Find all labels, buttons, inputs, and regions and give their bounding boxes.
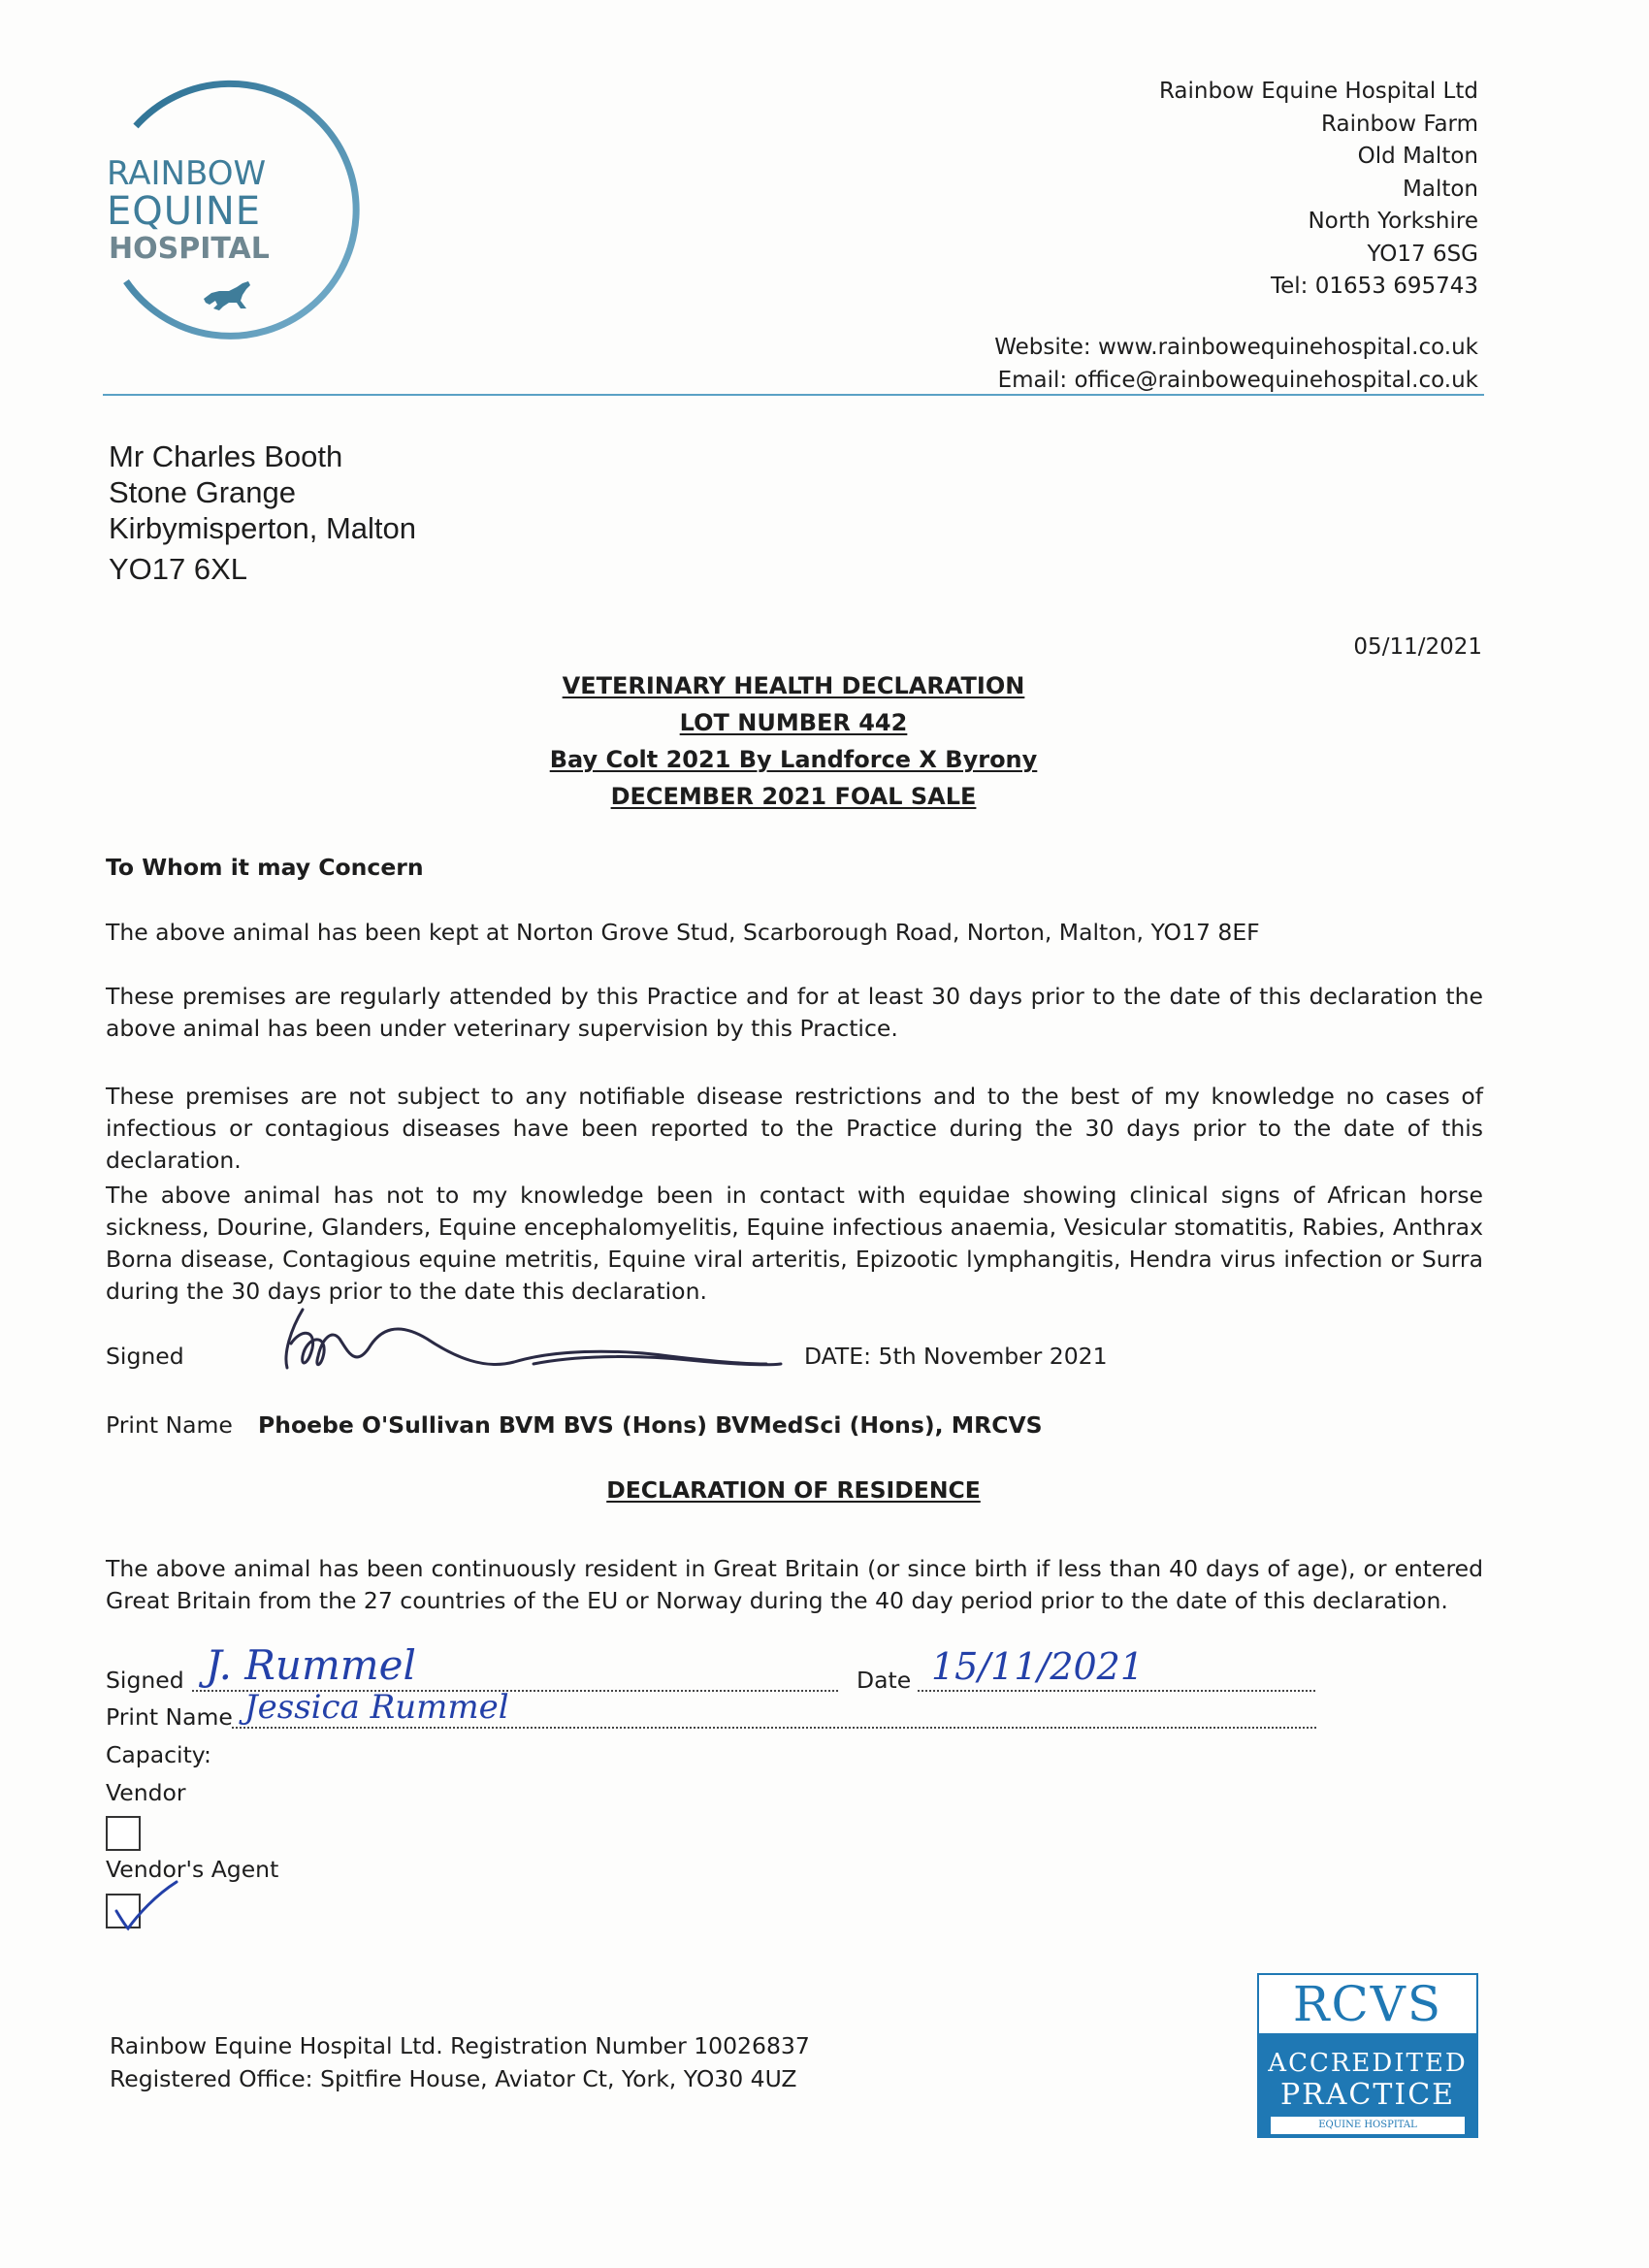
residence-print-name-label: Print Name bbox=[106, 1703, 233, 1731]
paragraph-supervision: These premises are regularly attended by this Practice and for at least 30 days prior to the date of this declaration the above animal has been under veterinary supervision by this Practice. bbox=[106, 983, 1483, 1042]
recipient-line: Kirbymisperton, Malton bbox=[109, 511, 417, 545]
heading-horse: Bay Colt 2021 By Landforce X Byrony bbox=[549, 746, 1038, 773]
capacity-label: Capacity: bbox=[106, 1741, 211, 1768]
logo-text-equine: EQUINE bbox=[107, 189, 262, 234]
address-line: North Yorkshire bbox=[1308, 209, 1478, 234]
print-name-line bbox=[232, 1727, 1316, 1729]
horse-icon bbox=[204, 281, 250, 310]
hospital-logo bbox=[97, 68, 388, 359]
rcvs-accredited: ACCREDITED bbox=[1268, 2049, 1468, 2078]
rcvs-badge bbox=[1257, 1973, 1478, 2138]
vet-print-name-label: Print Name bbox=[106, 1411, 233, 1439]
greeting: To Whom it may Concern bbox=[106, 854, 424, 881]
residence-date-label: Date bbox=[857, 1667, 912, 1694]
heading-title: VETERINARY HEALTH DECLARATION bbox=[562, 672, 1025, 699]
rcvs-equine-hospital: EQUINE HOSPITAL bbox=[1271, 2117, 1465, 2134]
phone-number: Tel: 01653 695743 bbox=[1270, 274, 1478, 299]
logo-text-hospital: HOSPITAL bbox=[109, 232, 270, 266]
paragraph-premises: The above animal has been kept at Norton Grove Stud, Scarborough Road, Norton, Malton, YO17 8EF bbox=[106, 919, 1260, 946]
paragraph-contact: The above animal has not to my knowledge been in contact with equidae showing clinical signs of African horse sickness, Dourine, Glanders, Equine encephalomyelitis, Equine infectious anaemia, Vesicular stomatitis, Rabies, Anthrax Borna disease, Contagious equine metritis, Equine viral arteritis, Epizootic lymphangitis, Hendra virus infection or Surra during the 30 days prior to the date this declaration. bbox=[106, 1182, 1483, 1305]
footer-registration: Rainbow Equine Hospital Ltd. Registration Number 10026837 bbox=[110, 2032, 810, 2059]
residence-date: 15/11/2021 bbox=[931, 1645, 1145, 1688]
residence-signature: J. Rummel bbox=[206, 1641, 416, 1689]
letter-date: 05/11/2021 bbox=[1353, 634, 1482, 660]
residence-signed-label: Signed bbox=[106, 1667, 184, 1694]
logo-text-rainbow: RAINBOW bbox=[107, 154, 267, 193]
footer-office: Registered Office: Spitfire House, Aviator Ct, York, YO30 4UZ bbox=[110, 2065, 797, 2092]
website-link[interactable]: Website: www.rainbowequinehospital.co.uk bbox=[994, 335, 1478, 360]
paragraph-restrictions: These premises are not subject to any notifiable disease restrictions and to the best of my knowledge no cases of infectious or contagious diseases have been reported to the Practice during the 30 days prior to the date of this declaration. bbox=[106, 1083, 1483, 1174]
vendor-agent-label: Vendor's Agent bbox=[106, 1856, 279, 1883]
contact-links bbox=[994, 332, 1478, 397]
residence-text: The above animal has been continuously resident in Great Britain (or since birth if less than 40 days of age), or entered Great Britain from the 27 countries of the EU or Norway during the 40 day period prior to the date of this declaration. bbox=[106, 1555, 1483, 1614]
header-divider bbox=[103, 394, 1484, 396]
address-line: Old Malton bbox=[1357, 144, 1478, 169]
email-link[interactable]: Email: office@rainbowequinehospital.co.uk bbox=[997, 367, 1478, 393]
date-line bbox=[918, 1690, 1315, 1692]
address-line: Rainbow Farm bbox=[1321, 111, 1478, 137]
vendor-checkbox[interactable] bbox=[106, 1816, 141, 1851]
address-line: YO17 6SG bbox=[1367, 241, 1478, 267]
recipient-line: Mr Charles Booth bbox=[109, 439, 343, 473]
vet-signature-date: DATE: 5th November 2021 bbox=[804, 1343, 1108, 1370]
declaration-headings bbox=[0, 667, 1587, 815]
address-line: Malton bbox=[1403, 176, 1478, 202]
hospital-address bbox=[1159, 76, 1478, 304]
vet-signed-label: Signed bbox=[106, 1343, 184, 1370]
rcvs-logo-text: RCVS bbox=[1292, 1976, 1443, 2032]
vendor-label: Vendor bbox=[106, 1779, 186, 1806]
footer bbox=[110, 2029, 810, 2095]
recipient-address bbox=[109, 438, 416, 587]
checkmark-icon bbox=[109, 1878, 186, 1936]
heading-lot: LOT NUMBER 442 bbox=[679, 709, 908, 736]
recipient-line: Stone Grange bbox=[109, 475, 297, 509]
heading-sale: DECEMBER 2021 FOAL SALE bbox=[610, 783, 977, 810]
residence-title: DECLARATION OF RESIDENCE bbox=[606, 1476, 981, 1504]
residence-print-name: Jessica Rummel bbox=[244, 1688, 509, 1727]
recipient-line: YO17 6XL bbox=[109, 552, 248, 586]
address-line: Rainbow Equine Hospital Ltd bbox=[1158, 79, 1478, 104]
vet-signature bbox=[262, 1300, 786, 1387]
vet-print-name: Phoebe O'Sullivan BVM BVS (Hons) BVMedSci (Hons), MRCVS bbox=[258, 1411, 1043, 1439]
rcvs-practice: PRACTICE bbox=[1279, 2078, 1456, 2112]
